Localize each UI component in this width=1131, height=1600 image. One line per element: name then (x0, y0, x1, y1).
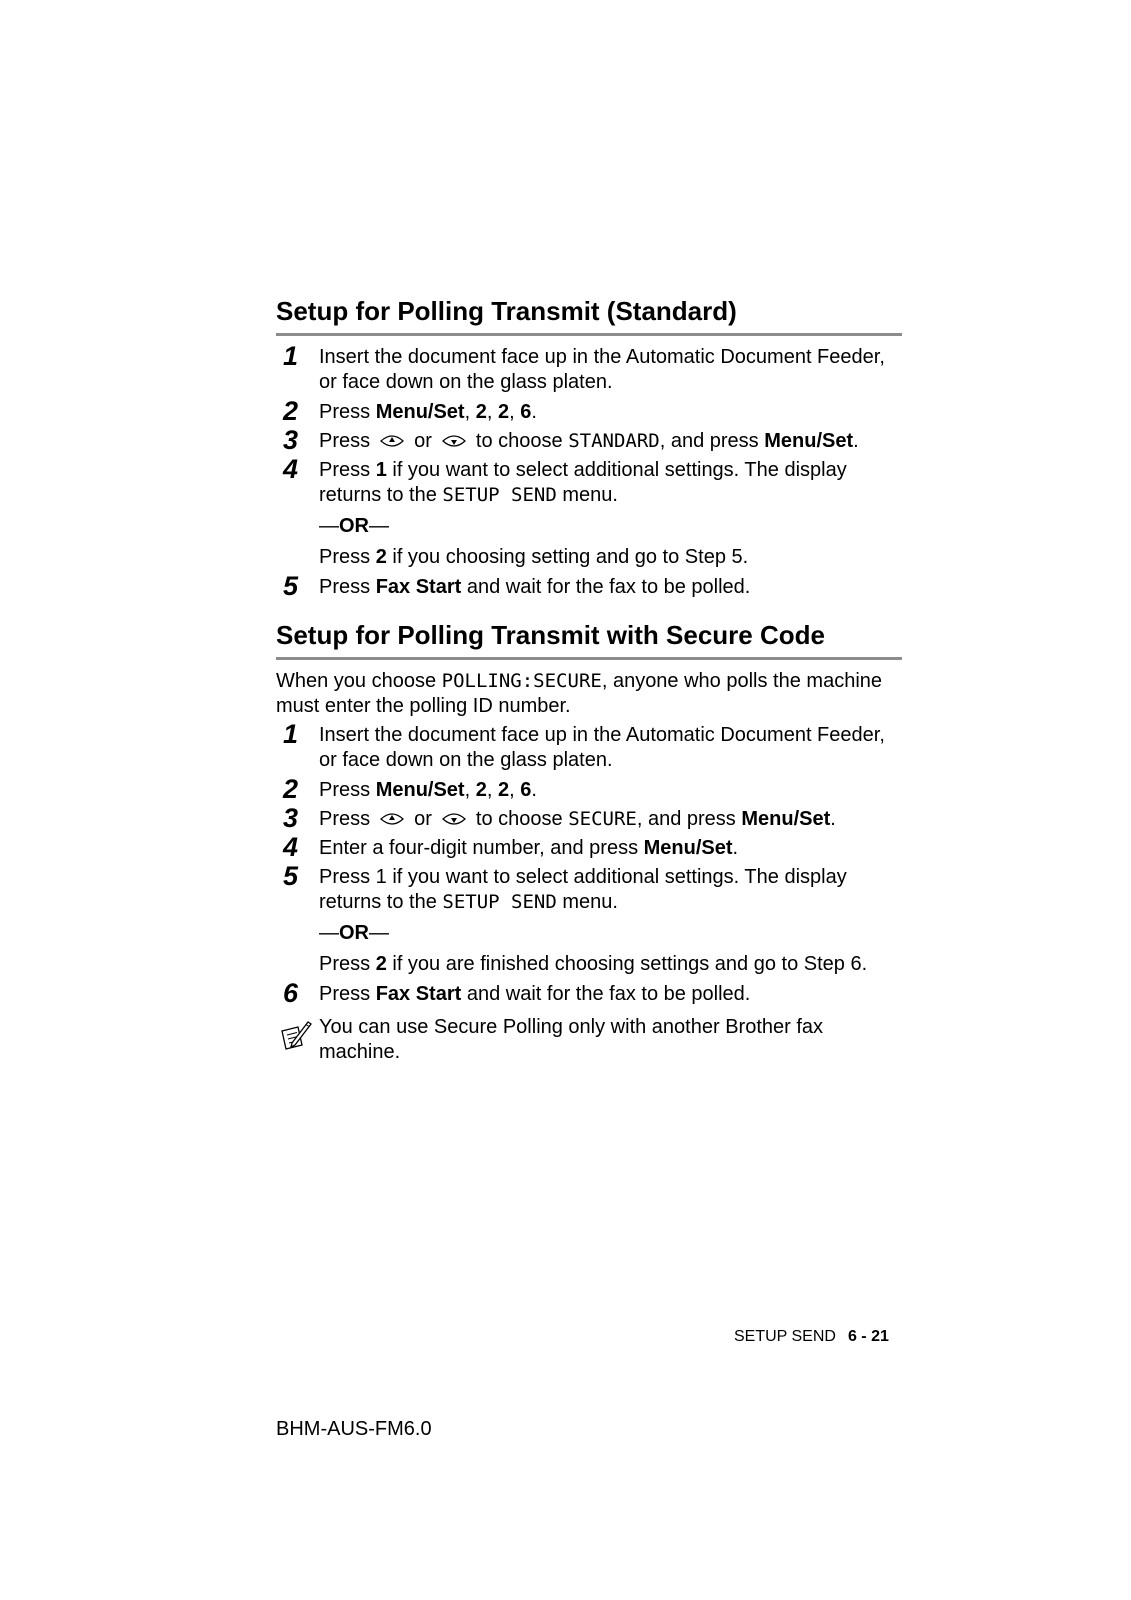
step-3 (276, 803, 902, 833)
comma: , (509, 401, 515, 423)
section-heading-standard: Setup for Polling Transmit (Standard) (276, 290, 902, 336)
period: . (830, 808, 836, 830)
alt-instruction (319, 952, 902, 977)
key-menu-set: Menu/Set (741, 808, 831, 830)
step-4 (276, 454, 902, 570)
digit: 2 (475, 401, 487, 423)
step-text: , and press (636, 808, 736, 830)
step-number: 6 (283, 978, 299, 1008)
step-4 (276, 832, 902, 862)
up-arrow-key-icon (379, 434, 405, 448)
step-text: Enter a four-digit number, and press (319, 837, 639, 859)
step-text: Insert the document face up in the Automatic Document Feeder, or face down on the glass platen. (319, 724, 885, 771)
step-text: Insert the document face up in the Automatic Document Feeder, or face down on the glass platen. (319, 346, 885, 393)
step-text: , and press (659, 430, 759, 452)
step-5 (276, 571, 902, 601)
step-number: 3 (283, 803, 299, 833)
step-text: Press (319, 546, 371, 568)
comma: , (464, 401, 471, 423)
lcd-option: STANDARD (568, 430, 660, 452)
comma: , (464, 779, 471, 801)
note-text: You can use Secure Polling only with another Brother fax machine. (319, 1016, 824, 1063)
comma: , (486, 779, 493, 801)
step-1 (276, 341, 902, 395)
step-text: Press (319, 953, 371, 975)
page-content (276, 290, 902, 1065)
key-menu-set: Menu/Set (643, 837, 733, 859)
lcd-option: POLLING:SECURE (441, 670, 602, 692)
step-text: Press (319, 576, 371, 598)
step-text: if you choosing setting and go to Step 5. (392, 546, 749, 568)
step-3 (276, 425, 902, 455)
chapter-name: SETUP SEND (734, 1328, 836, 1345)
key-digit: 2 (375, 953, 387, 975)
period: . (732, 837, 739, 859)
lcd-option: SECURE (568, 808, 637, 830)
note (276, 1015, 902, 1065)
step-text: to choose (475, 808, 563, 830)
step-text: Press (319, 430, 371, 452)
key-menu-set: Menu/Set (764, 430, 854, 452)
dash: — (319, 515, 339, 537)
step-text: Press (319, 779, 371, 801)
or-label: OR (339, 922, 369, 944)
or-separator (319, 514, 902, 539)
step-text: if you are finished choosing settings and go to Step 6. (392, 953, 868, 975)
dash: — (369, 922, 389, 944)
step-text: Press (319, 983, 371, 1005)
page-footer (734, 1327, 889, 1347)
or-label: OR (339, 515, 369, 537)
step-number: 4 (283, 454, 299, 484)
lcd-menu: SETUP SEND (442, 484, 557, 506)
period: . (531, 779, 537, 801)
digit: 6 (520, 401, 532, 423)
step-text: and wait for the fax to be polled. (466, 983, 751, 1005)
step-text: Press (319, 808, 371, 830)
steps-list-secure (276, 719, 902, 1008)
down-arrow-key-icon (441, 434, 467, 448)
key-menu-set: Menu/Set (375, 401, 465, 423)
page-number: 6 - 21 (847, 1328, 889, 1345)
step-number: 5 (283, 571, 299, 601)
dash: — (369, 515, 389, 537)
step-6 (276, 978, 902, 1008)
digit: 2 (475, 779, 487, 801)
or-text: or (414, 430, 432, 452)
alt-instruction (319, 545, 902, 570)
step-text: if you want to select additional settings. The display returns to the (319, 459, 847, 506)
key-menu-set: Menu/Set (375, 779, 465, 801)
step-number: 3 (283, 425, 299, 455)
step-number: 2 (283, 396, 299, 426)
key-fax-start: Fax Start (375, 983, 462, 1005)
step-number: 1 (283, 719, 299, 749)
intro-paragraph (276, 669, 902, 719)
or-text: or (414, 808, 432, 830)
step-1 (276, 719, 902, 773)
intro-text: When you choose (276, 670, 437, 692)
down-arrow-key-icon (441, 812, 467, 826)
period: . (531, 401, 537, 423)
key-fax-start: Fax Start (375, 576, 462, 598)
or-separator (319, 921, 902, 946)
note-pencil-icon (278, 1019, 312, 1051)
steps-list-standard (276, 341, 902, 601)
step-text: and wait for the fax to be polled. (466, 576, 751, 598)
step-5 (276, 861, 902, 977)
intro-text: , anyone who polls the machine must enter the polling ID number. (276, 670, 883, 717)
up-arrow-key-icon (379, 812, 405, 826)
lcd-menu: SETUP SEND (442, 891, 557, 913)
step-number: 2 (283, 774, 299, 804)
step-text: to choose (475, 430, 563, 452)
comma: , (509, 779, 515, 801)
section-heading-secure: Setup for Polling Transmit with Secure Code (276, 614, 902, 660)
digit: 2 (497, 401, 510, 423)
step-text: menu. (562, 891, 618, 913)
digit: 6 (520, 779, 532, 801)
step-text: Press (319, 401, 371, 423)
step-2 (276, 396, 902, 426)
step-text: Press (319, 459, 371, 481)
key-digit: 2 (375, 546, 387, 568)
step-number: 4 (283, 832, 299, 862)
step-text: menu. (562, 484, 618, 506)
period: . (853, 430, 859, 452)
document-id: BHM-AUS-FM6.0 (276, 1418, 432, 1440)
step-2 (276, 774, 902, 804)
key-digit: 1 (375, 459, 387, 481)
digit: 2 (497, 779, 510, 801)
step-number: 1 (283, 341, 299, 371)
dash: — (319, 922, 339, 944)
step-text: Press 1 if you want to select additional settings. The display returns to the (319, 866, 847, 913)
step-number: 5 (283, 861, 299, 891)
comma: , (486, 401, 493, 423)
